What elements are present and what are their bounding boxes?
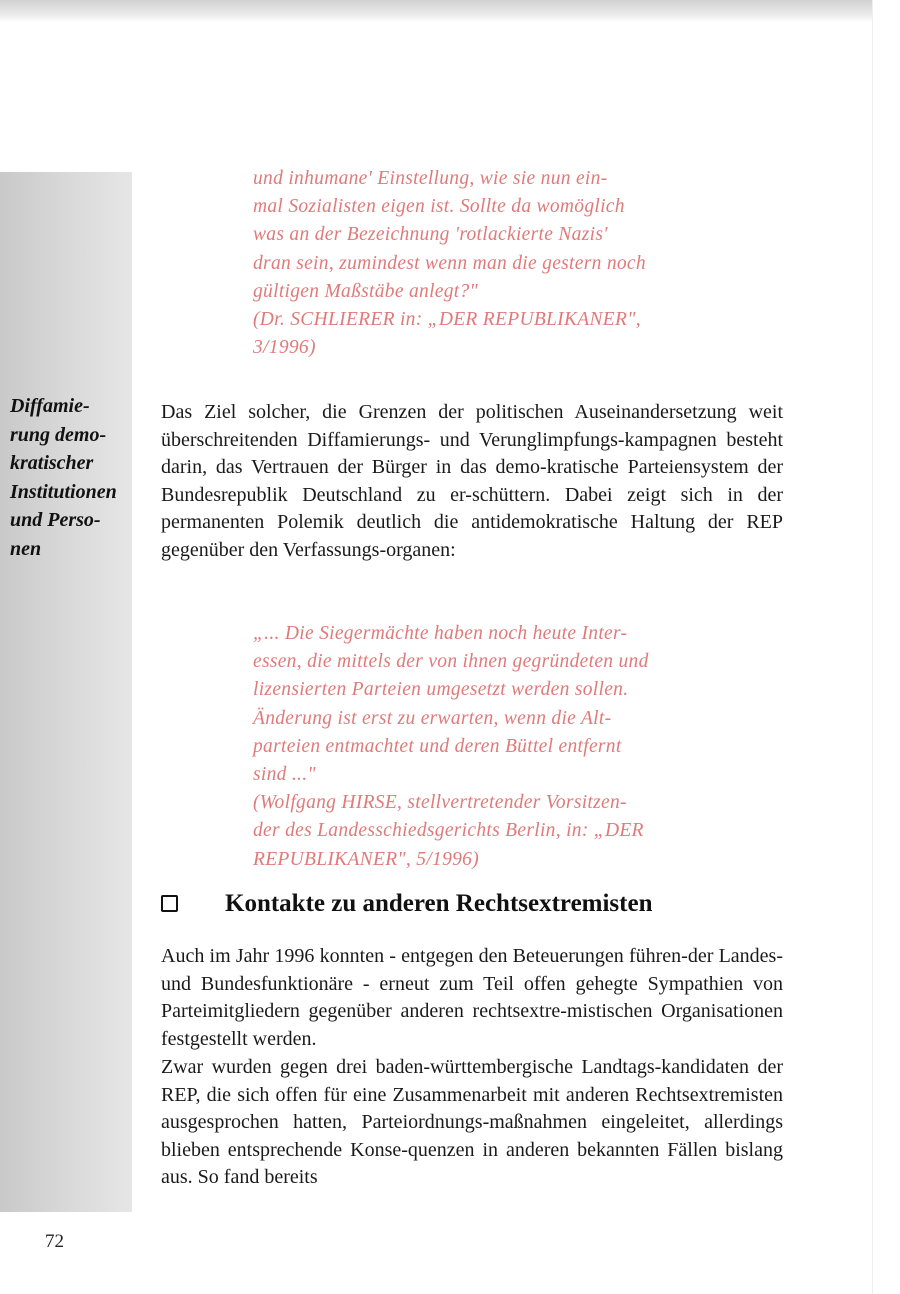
quote-source: REPUBLIKANER", 5/1996)	[253, 848, 480, 870]
checkbox-square-icon	[161, 895, 178, 912]
paragraph-landtagskandidaten: Zwar wurden gegen drei baden-württembergische Landtags-kandidaten der REP, die sich offen für eine Zusammenarbeit mit anderen Rechtsextremisten ausgesprochen hatten, Parteiordnungs-maßnahmen eingeleitet, allerdings blieben entsprechende Konse-quenzen in anderen bekannten Fällen bislang aus. So fand bereits	[161, 1056, 783, 1189]
quote-line: mal Sozialisten eigen ist. Sollte da womöglich	[253, 196, 625, 218]
quote-source: (Dr. SCHLIERER in: „DER REPUBLIKANER",	[253, 309, 641, 331]
quote-source: 3/1996)	[253, 337, 316, 359]
quote-line: dran sein, zumindest wenn man die gestern noch	[253, 252, 646, 274]
quote-line: sind ..."	[253, 764, 316, 786]
section-kontakte	[161, 885, 781, 925]
quote-line: parteien entmachtet und deren Büttel entfernt	[253, 735, 622, 757]
quote-line: essen, die mittels der von ihnen gegründeten und	[253, 651, 649, 673]
quote-line: „... Die Siegermächte haben noch heute Inter-	[253, 623, 628, 644]
margin-sidebar	[0, 172, 132, 1212]
page-number: 72	[45, 1231, 64, 1252]
paragraph-diffamierung: Das Ziel solcher, die Grenzen der politischen Auseinandersetzung weit überschreitenden Diffamierungs- und Verunglimpfungs-kampagnen besteht darin, das Vertrauen der Bürger in das demo-kratische Parteiensystem der Bundesrepublik Deutschland zu er-schüttern. Dabei zeigt sich in der permanenten Polemik deutlich die antidemokratische Haltung der REP gegenüber den Verfassungs-organen:	[161, 401, 783, 561]
paragraph-sympathien: Auch im Jahr 1996 konnten - entgegen den Beteuerungen führen-der Landes- und Bundesfunktionäre - erneut zum Teil offen gehegte Sympathien von Parteimitgliedern gegenüber anderen rechtsextre-mistischen Organisationen festgestellt werden.	[161, 945, 783, 1050]
scan-right-edge	[872, 0, 873, 1294]
quote-line: lizensierten Parteien umgesetzt werden sollen.	[253, 679, 629, 701]
quote-hirse	[253, 620, 723, 874]
quote-schlierer	[253, 165, 723, 362]
section-heading: Kontakte zu anderen Rechtsextremisten	[225, 890, 653, 917]
quote-source: (Wolfgang HIRSE, stellvertretender Vorsitzen-	[253, 792, 627, 814]
quote-source: der des Landesschiedsgerichts Berlin, in: „DER	[253, 820, 644, 842]
quote-line: Änderung ist erst zu erwarten, wenn die Alt-	[253, 707, 612, 729]
quote-line: und inhumane' Einstellung, wie sie nun ein-	[253, 168, 608, 189]
scan-top-shadow	[0, 0, 872, 22]
margin-note-diffamierung: Diffamie- rung demo- kratischer Institutionen und Perso- nen	[10, 395, 117, 560]
quote-line: was an der Bezeichnung 'rotlackierte Nazis'	[253, 224, 608, 246]
quote-line: gültigen Maßstäbe anlegt?"	[253, 280, 479, 302]
